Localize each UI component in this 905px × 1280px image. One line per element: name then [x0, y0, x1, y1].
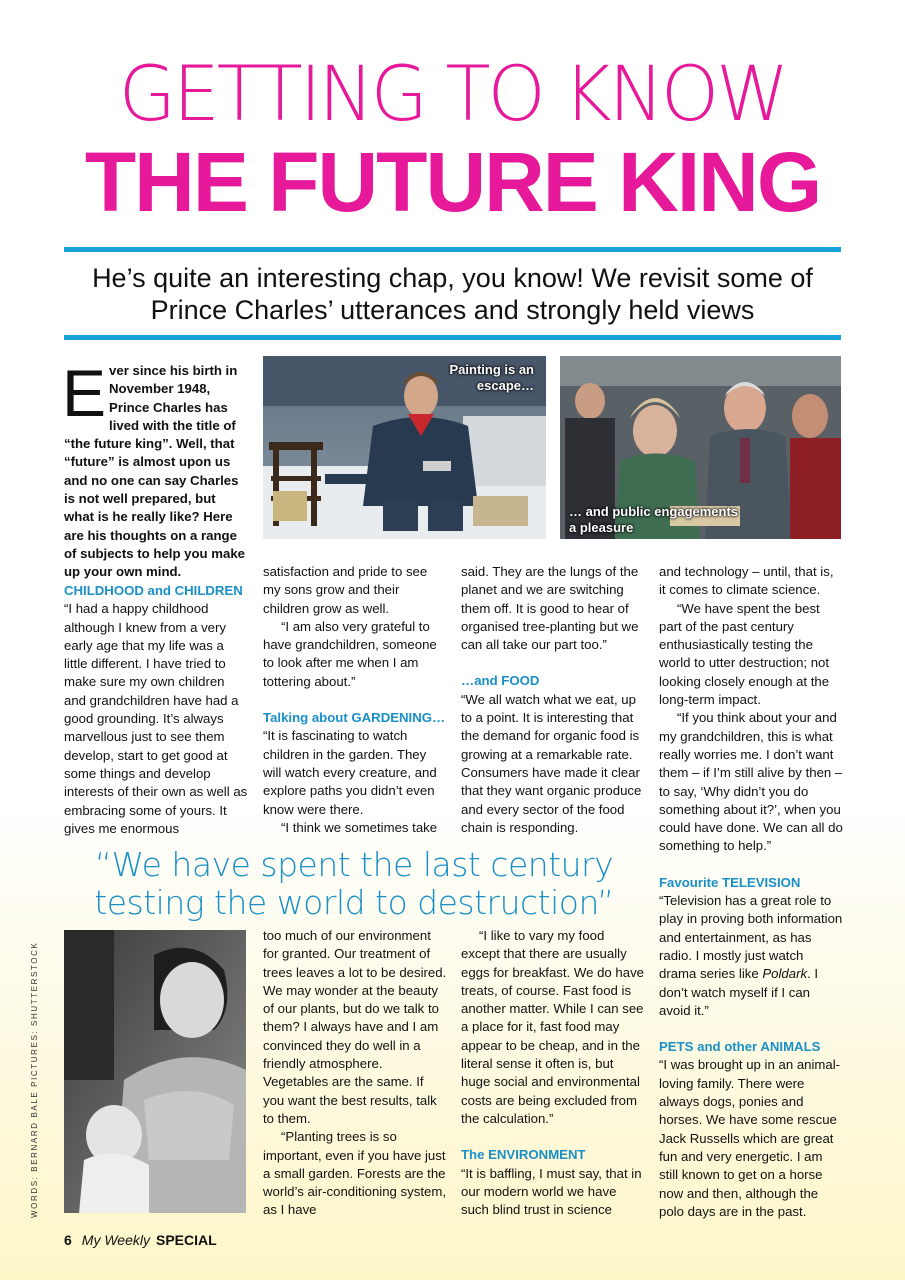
intro-text: ver since his birth in November 1948, Prince Charles has lived with the title of “the future king”. Well, that “future” is almost upon us and no one can say Charles is not well prepared, but what is he really like? Here are his thoughts on a range of subjects to help you make up your own mind. [64, 363, 245, 580]
top-rule [64, 247, 841, 252]
childhood-paragraph: “I had a happy childhood although I knew from a very early age that my life was a little different. I have tried to make sure my own children and grandchildren have had a good grounding. It’s always marvellous just to see them develop, start to get good at some things and develop interests of their own as well as embracing some of yours. It gives me enormous [64, 601, 248, 836]
col3-paragraph-1: said. They are the lungs of the planet and we are switching them off. It is good to hear of organised tree-planting but we can all take our part too.” [461, 564, 639, 653]
television-text-b: . I don’t watch myself if I can avoid it.” [659, 966, 819, 1018]
photo-painting [263, 356, 546, 539]
standfirst: He’s quite an interesting chap, you know! We revisit some of Prince Charles’ utterances and strongly held views [92, 263, 813, 325]
intro-paragraph [62, 356, 248, 582]
headline-line-2: THE FUTURE KING [84, 135, 821, 229]
col2-paragraph-2: “I am also very grateful to have grandchildren, someone to look after me when I am tottering about.” [263, 618, 437, 689]
pets-paragraph: “I was brought up in an animal-loving family. There were always dogs, ponies and horses. We have some rescue Jack Russells which are great fun and very energetic. I am still known to get on a horse now and then, although the polo days are in the past. [659, 1057, 841, 1219]
caption-engagements: … and public engagements a pleasure [569, 504, 739, 535]
heading-pets: PETS and other ANIMALS [659, 1039, 821, 1055]
col2-paragraph-1: satisfaction and pride to see my sons grow and their children grow as well. [263, 564, 428, 616]
queen-baby-illustration [64, 930, 246, 1213]
col4-paragraph-1: and technology – until, that is, it comes to climate science. [659, 564, 834, 598]
column-3 [461, 563, 645, 837]
heading-gardening: Talking about GARDENING… [263, 710, 446, 726]
headline-line-1: GETTING TO KNOW [118, 49, 787, 138]
photo-queen-and-baby [64, 930, 246, 1213]
television-text-a: “Television has a great role to play in proving both information and entertainment, as has radio. I mostly just watch drama series like [659, 893, 843, 982]
photo-credit: WORDS: BERNARD BALE PICTURES: SHUTTERSTOCK [30, 941, 39, 1218]
column-4 [659, 563, 843, 1221]
col4-paragraph-3: “If you think about your and my grandchildren, this is what really worries me. I don’t want them – if I’m still alive by then – to say, ‘Why didn’t you do something about it?’, when you could have done. We can all do something to help.” [659, 710, 843, 854]
television-show-title: Poldark [762, 966, 808, 982]
col2-paragraph-4: “I think we sometimes take [281, 819, 438, 835]
television-paragraph [659, 892, 843, 1020]
page-footer [64, 1231, 217, 1249]
column-2-lower [263, 927, 447, 1220]
heading-food: …and FOOD [461, 673, 540, 689]
heading-environment: The ENVIRONMENT [461, 1147, 586, 1163]
column-3-lower [461, 927, 645, 1219]
col4-paragraph-2: “We have spent the best part of the past century enthusiastically testing the world to utter destruction; not looking closely enough at the long-term impact. [659, 600, 830, 708]
pull-quote: “We have spent the last century testing the world to destruction” [94, 845, 614, 922]
heading-television: Favourite TELEVISION [659, 874, 801, 890]
photo-public-engagements [560, 356, 841, 539]
food-paragraph: “We all watch what we eat, up to a point. It is interesting that the demand for organic food is growing at a remarkable rate. Consumers have made it clear that they want organic produce and every sector of the food chain is responding. [461, 691, 642, 835]
caption-painting: Painting is an escape… [449, 362, 534, 393]
drop-cap: E [62, 356, 107, 430]
col2b-paragraph-1: too much of our environment for granted. Our treatment of trees leaves a lot to be desired. We may wonder at the beauty of our plants, but do we talk to them? I always have and I am convinced they do well in a friendly atmosphere. Vegetables are the same. If you want the best results, talk to them. [263, 928, 447, 1126]
section-name: SPECIAL [156, 1232, 217, 1248]
column-2 [263, 563, 447, 837]
magazine-name: My Weekly [81, 1232, 150, 1248]
gardening-paragraph: “It is fascinating to watch children in the garden. They will watch every creature, and explore paths you didn’t even know were there. [263, 728, 437, 817]
column-1 [64, 582, 248, 838]
environment-paragraph: “It is baffling, I must say, that in our modern world we have such blind trust in science [461, 1165, 642, 1218]
heading-childhood: CHILDHOOD and CHILDREN [64, 583, 243, 598]
page-number: 6 [64, 1232, 72, 1248]
col3b-paragraph-1: “I like to vary my food except that there are usually eggs for breakfast. We do have treats, of course. Fast food is another matter. While I can see a place for it, fast food may appear to be cheap, and in the literal sense it often is, but huge social and environmental costs are being excluded from the calculation.” [461, 928, 645, 1126]
bottom-rule [64, 335, 841, 340]
col2b-paragraph-2: “Planting trees is so important, even if you have just a small garden. Forests are the world’s air-conditioning system, as I have [263, 1129, 446, 1218]
